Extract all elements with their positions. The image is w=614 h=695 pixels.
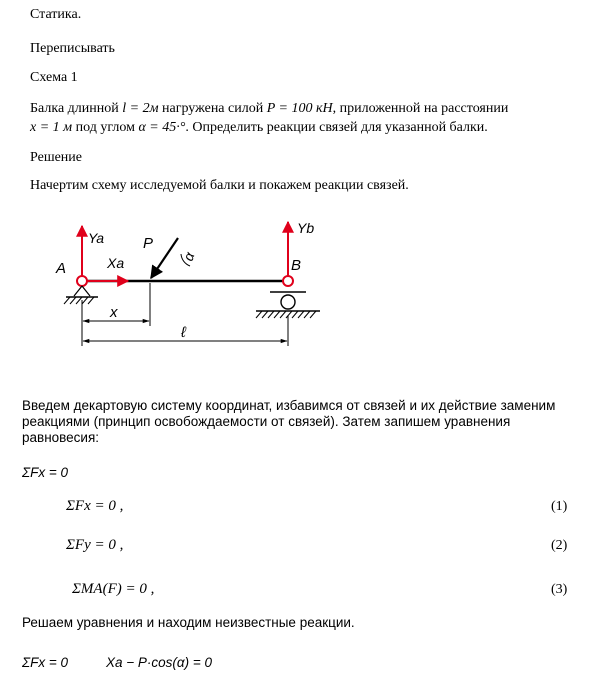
rewrite-note: Переписывать	[30, 41, 115, 56]
equation-2: ΣFy = 0 ,	[66, 537, 124, 553]
solve-text: Решаем уравнения и находим неизвестные реакции.	[22, 615, 355, 630]
explanation-line-2: реакциями (принцип освобождаемости от связей). Затем запишем уравнения	[22, 414, 511, 429]
equation-1: ΣFx = 0 ,	[66, 498, 124, 514]
equation-3-number: (3)	[551, 582, 568, 597]
scheme-label: Схема 1	[30, 70, 78, 85]
label-p: P	[143, 235, 154, 252]
label-x: x	[110, 304, 118, 321]
label-l: ℓ	[181, 324, 186, 341]
equation-2-number: (2)	[551, 538, 568, 553]
final-sum-fx: ΣFx = 0	[22, 655, 68, 670]
problem-line-2: x = 1 м под углом α = 45·°. Определить реакции связей для указанной балки.	[30, 120, 488, 135]
force-p-arrow	[151, 238, 178, 278]
equation-3: ΣMA(F) = 0 ,	[72, 581, 155, 597]
label-alpha: α	[179, 250, 198, 264]
solution-heading: Решение	[30, 150, 83, 165]
explanation-line-3: равновесия:	[22, 430, 100, 445]
problem-line-1: Балка длинной l = 2м нагружена силой P = 100 кН, приложенной на расстоянии	[30, 101, 509, 116]
equation-1-number: (1)	[551, 499, 568, 514]
label-xa: Xa	[107, 255, 125, 271]
solution-intro: Начертим схему исследуемой балки и покажем реакции связей.	[30, 178, 409, 193]
label-yb: Yb	[297, 220, 315, 236]
label-a: A	[56, 260, 67, 277]
label-b: B	[291, 257, 302, 274]
explanation-line-1: Введем декартовую систему координат, избавимся от связей и их действие заменим	[22, 398, 556, 413]
sum-fx-heading: ΣFx = 0	[22, 465, 68, 480]
support-b-roller	[256, 276, 320, 318]
section-title: Статика.	[30, 7, 82, 22]
label-ya: Ya	[88, 230, 105, 246]
final-equation: Xa − P·cos(α) = 0	[106, 655, 212, 670]
